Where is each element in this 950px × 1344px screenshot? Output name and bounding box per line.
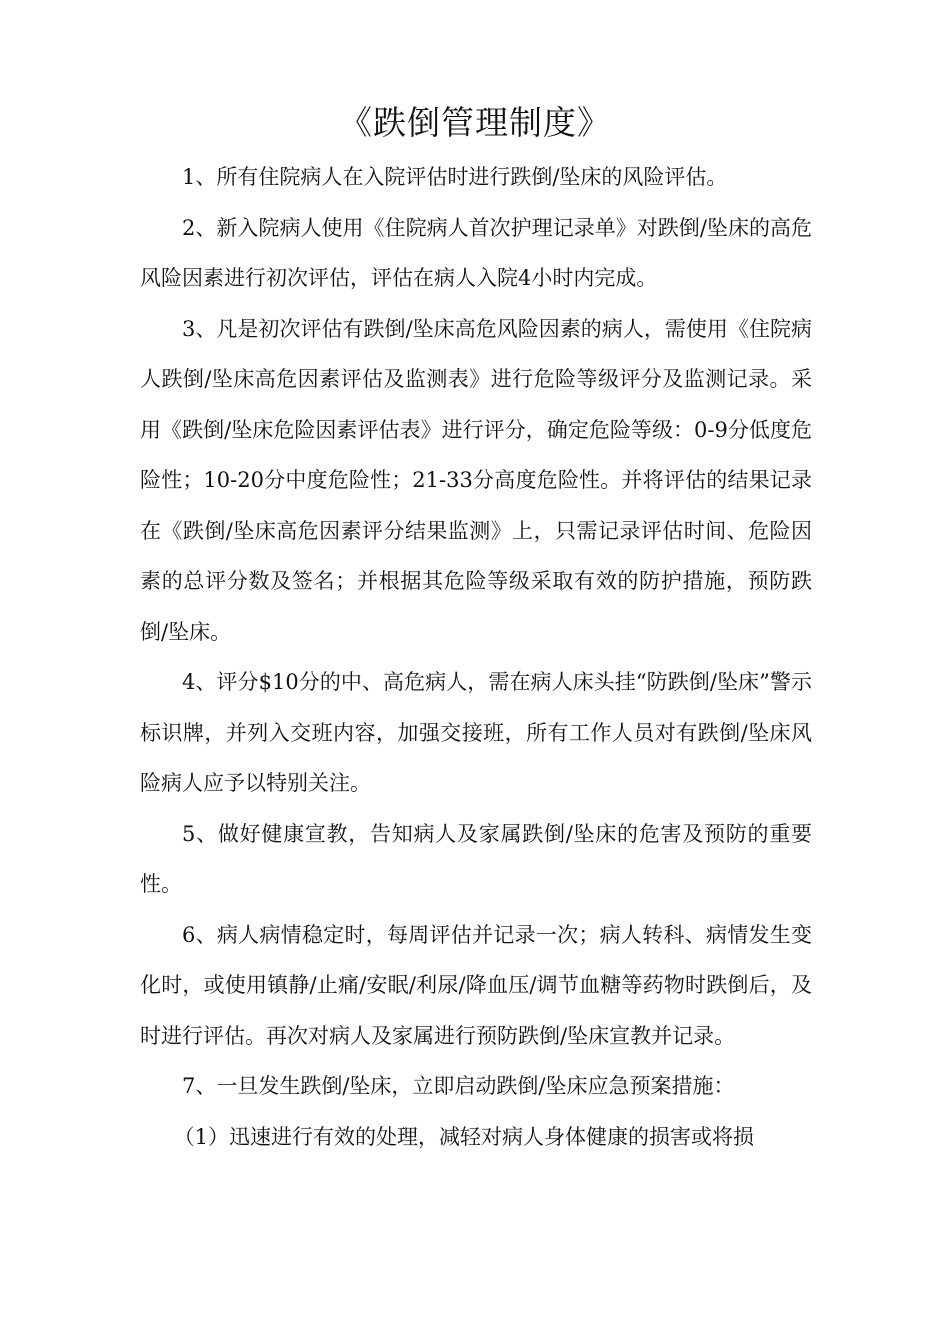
paragraph-1: 1、所有住院病人在入院评估时进行跌倒/坠床的风险评估。 xyxy=(182,165,728,189)
document-title: 《跌倒管理制度》 xyxy=(339,103,611,142)
paragraph-7: 7、一旦发生跌倒/坠床，立即启动跌倒/坠床应急预案措施： xyxy=(182,1074,735,1098)
paragraph-3: 3、凡是初次评估有跌倒/坠床高危风险因素的病人，需使用《住院病人跌倒/坠床高危因素评估及监测表》进行危险等级评分及监测记录。采用《跌倒/坠床危险因素评估表》进行评分，确定危险等级：0-9分低度危险性；10-20分中度危险性；21-33分高度危险性。并将评估的结果记录在《跌倒/坠床高危因素评分结果监测》上，只需记录评估时间、危险因素的总评分数及签名；并根据其危险等级采取有效的防护措施，预防跌倒/坠床。 xyxy=(140,316,812,644)
paragraph-4: 4、评分$10分的中、高危病人，需在病人床头挂“防跌倒/坠床”警示标识牌，并列入交班内容，加强交接班，所有工作人员对有跌倒/坠床风险病人应予以特别关注。 xyxy=(140,670,812,795)
paragraph-6: 6、病人病情稳定时，每周评估并记录一次；病人转科、病情发生变化时，或使用镇静/止痛/安眠/利尿/降血压/调节血糖等药物时跌倒后，及时进行评估。再次对病人及家属进行预防跌倒/坠床宣教并记录。 xyxy=(140,922,812,1048)
paragraph-5: 5、做好健康宣教，告知病人及家属跌倒/坠床的危害及预防的重要性。 xyxy=(140,821,812,896)
document-body xyxy=(140,152,812,1162)
paragraph-2: 2、新入院病人使用《住院病人首次护理记录单》对跌倒/坠床的高危风险因素进行初次评估，评估在病人入院4小时内完成。 xyxy=(140,215,812,290)
paragraph-7-item-1: （1）迅速进行有效的处理，减轻对病人身体健康的损害或将损 xyxy=(173,1124,754,1149)
